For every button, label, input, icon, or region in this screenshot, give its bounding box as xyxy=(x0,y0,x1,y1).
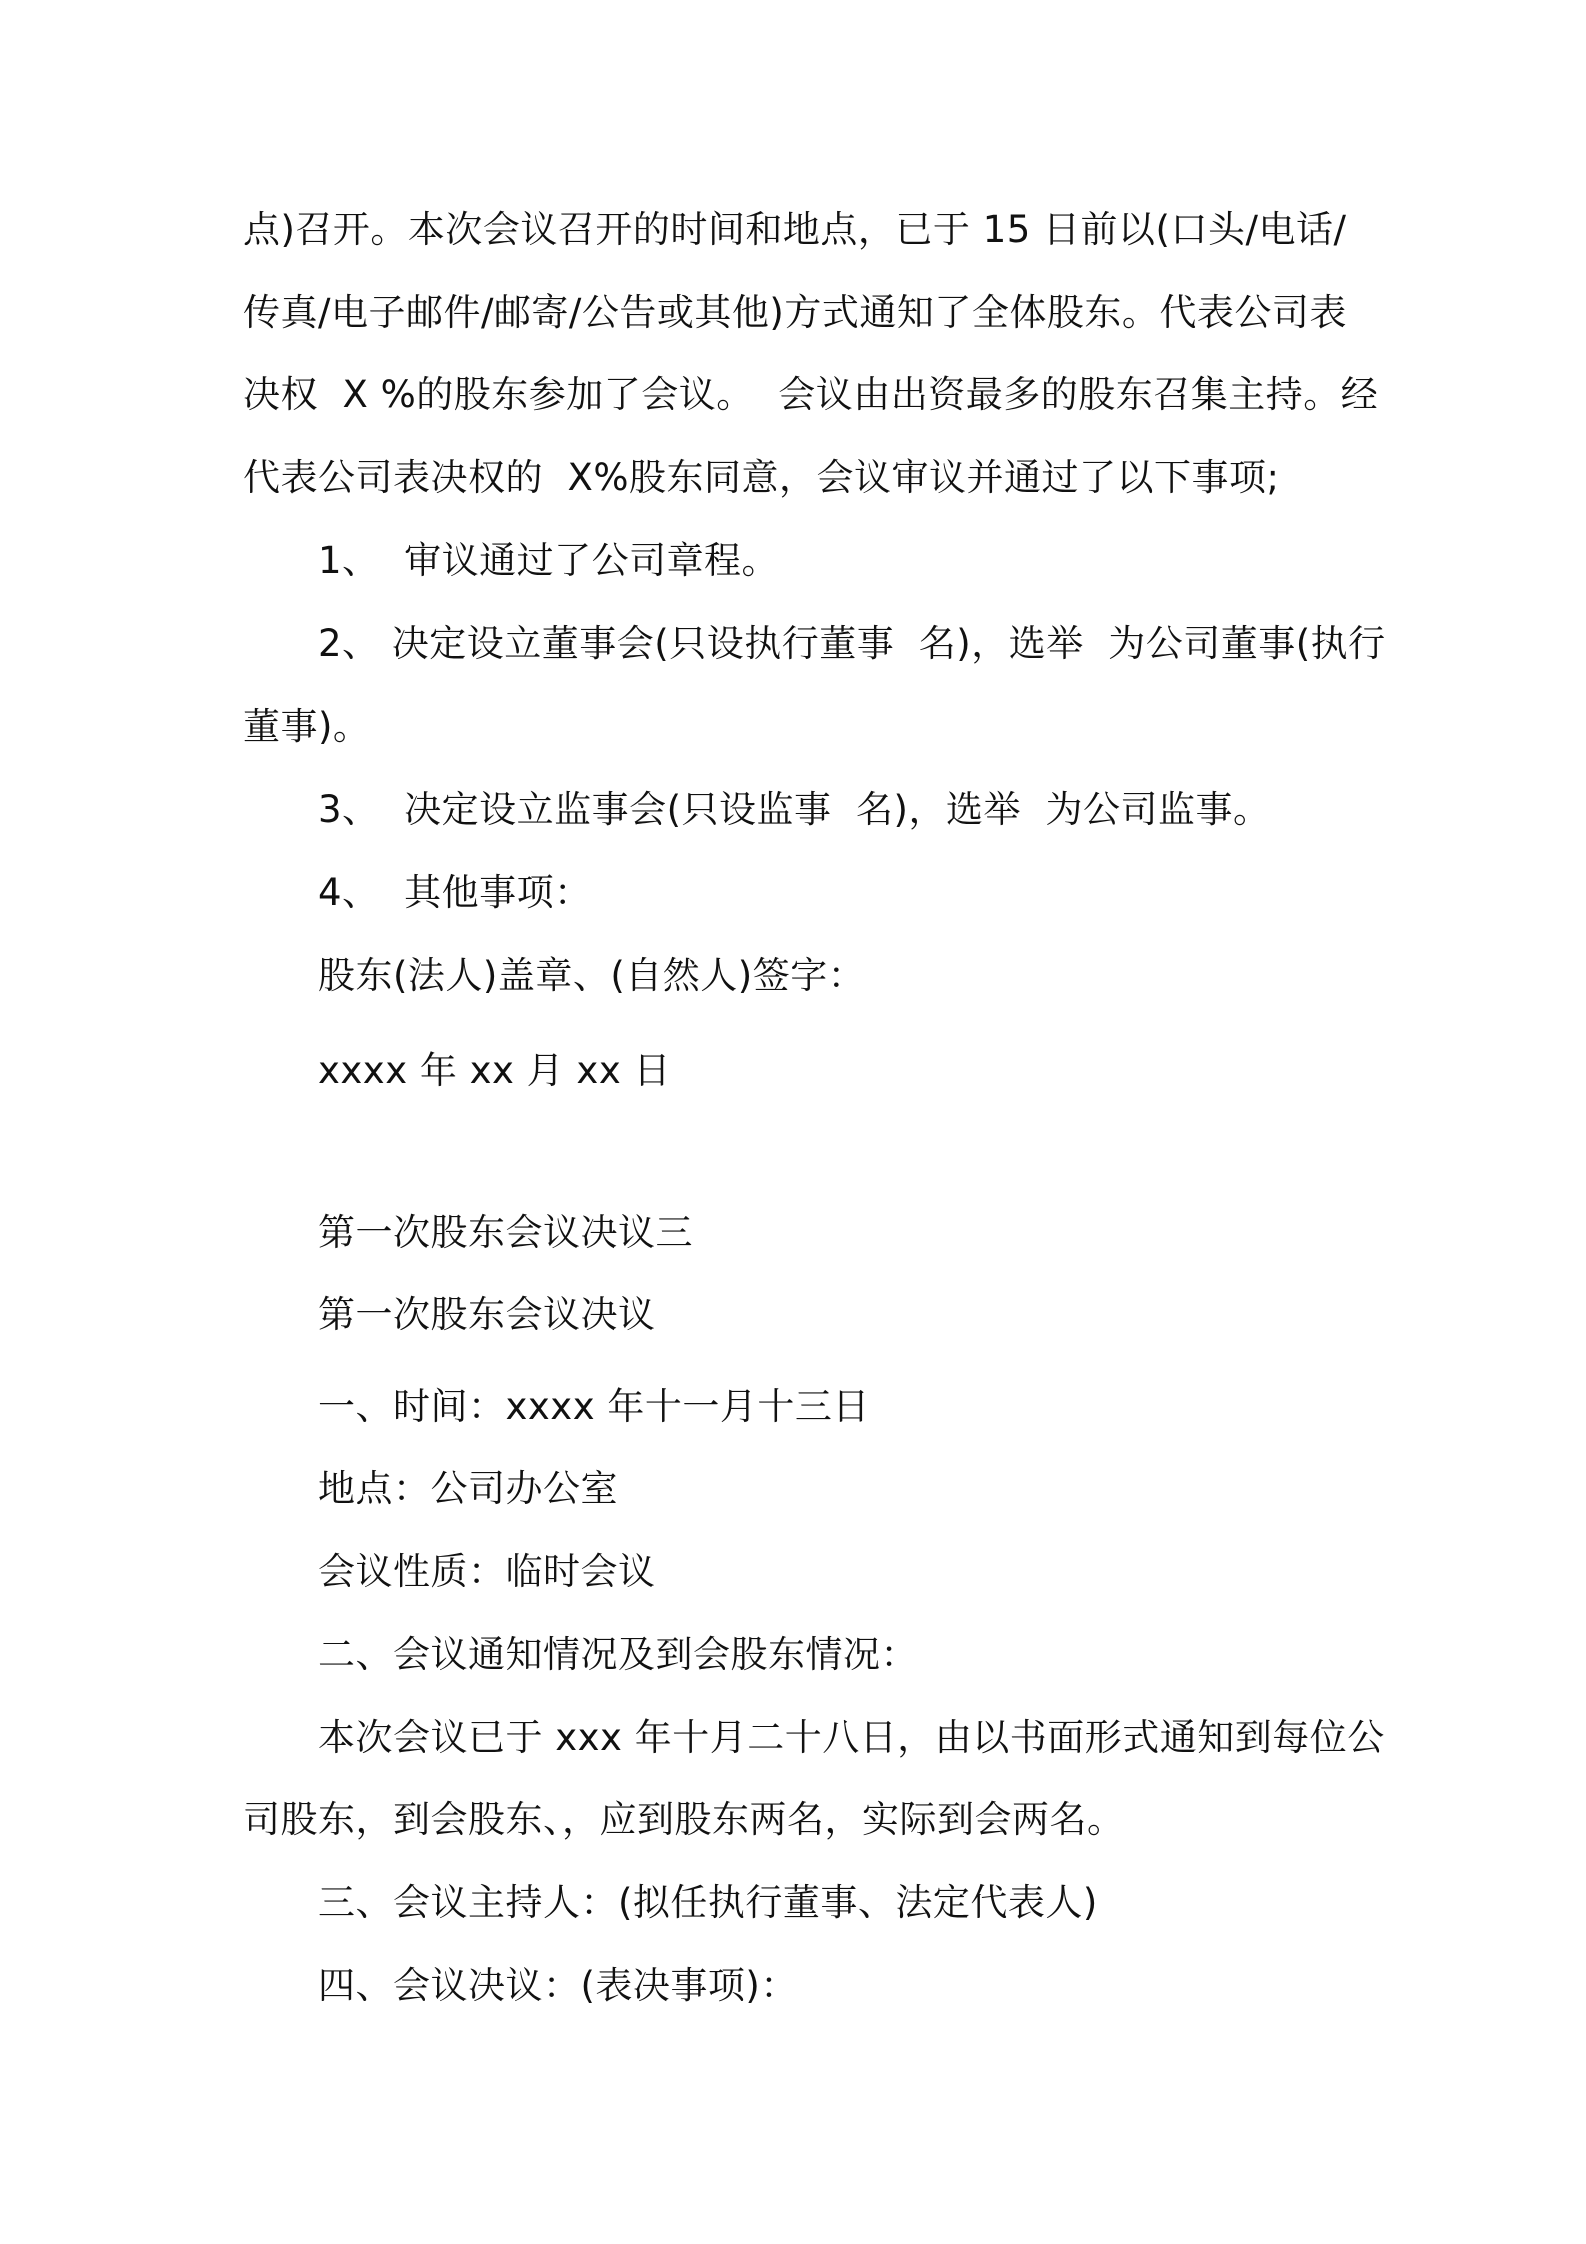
signature-line: 股东(法人)盖章、(自然人)签字： xyxy=(318,954,866,997)
paragraph1-line2: 传真/电子邮件/邮寄/公告或其他)方式通知了全体股东。代表公司表 xyxy=(243,291,1347,334)
meeting-location: 地点：公司办公室 xyxy=(318,1467,618,1510)
meeting-host: 三、会议主持人：(拟任执行董事、法定代表人) xyxy=(318,1881,1098,1924)
meeting-time: 一、时间：xxxx 年十一月十三日 xyxy=(318,1385,870,1428)
item-4: 4、 其他事项： xyxy=(318,871,592,914)
item-2-line2: 董事)。 xyxy=(243,705,371,748)
item-2-line1: 2、 决定设立董事会(只设执行董事 名)，选举 为公司董事(执行 xyxy=(318,622,1386,665)
paragraph1-line3: 决权 X %的股东参加了会议。 会议由出资最多的股东召集主持。经 xyxy=(243,373,1379,416)
paragraph1-line4: 代表公司表决权的 X%股东同意，会议审议并通过了以下事项; xyxy=(243,456,1280,499)
notice-line1: 本次会议已于 xxx 年十月二十八日，由以书面形式通知到每位公 xyxy=(318,1716,1385,1759)
item-1: 1、 审议通过了公司章程。 xyxy=(318,539,780,582)
meeting-nature: 会议性质：临时会议 xyxy=(318,1550,656,1593)
section-heading: 第一次股东会议决议三 xyxy=(318,1211,693,1254)
section-title: 第一次股东会议决议 xyxy=(318,1293,656,1336)
meeting-resolutions: 四、会议决议：(表决事项)： xyxy=(318,1964,798,2007)
item-3: 3、 决定设立监事会(只设监事 名)，选举 为公司监事。 xyxy=(318,788,1271,831)
notice-line2: 司股东，到会股东、，应到股东两名，实际到会两名。 xyxy=(243,1798,1125,1841)
notice-heading: 二、会议通知情况及到会股东情况： xyxy=(318,1633,918,1676)
paragraph1-line1: 点)召开。本次会议召开的时间和地点，已于 15 日前以(口头/电话/ xyxy=(243,208,1347,251)
date-line: xxxx 年 xx 月 xx 日 xyxy=(318,1049,671,1092)
